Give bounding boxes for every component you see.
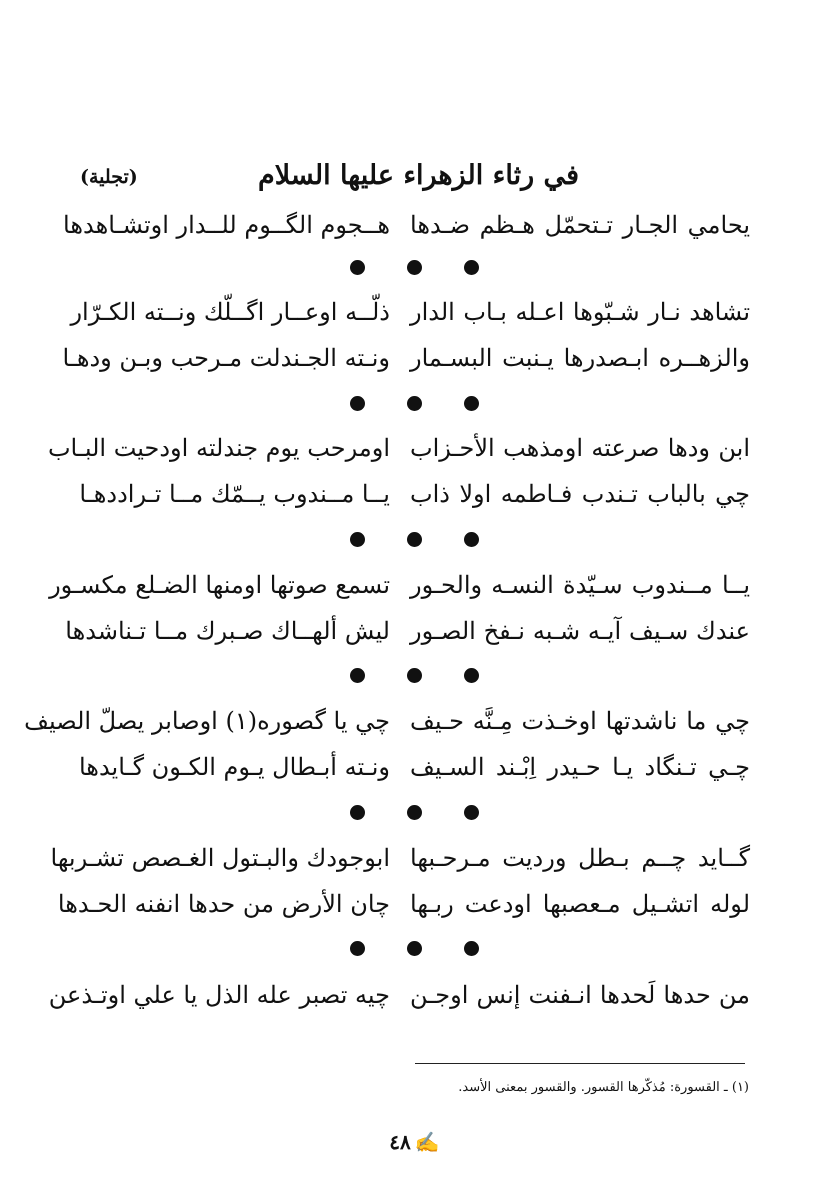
separator-dot — [464, 396, 479, 411]
verse-second-hemistich: اومرحب يوم جندلته اودحيت البـاب — [47, 434, 390, 462]
verse-second-hemistich: ليش ألهــاك صـبرك مــا تـناشدها — [65, 617, 390, 645]
verse-first-hemistich: من حدها لَحدها انـفنت إنس اوجـن — [410, 981, 750, 1009]
verse-line — [63, 205, 750, 245]
verse-first-hemistich: چـي تـنگاد يـا حـيدر اِبْـند السـيف — [410, 753, 750, 781]
stanza-separator — [0, 805, 829, 825]
pen-icon: ✍ — [414, 1130, 440, 1154]
verse-second-hemistich: يــا مــندوب يــمّك مــا تـرادد‌هـا — [79, 480, 390, 508]
verse-second-hemistich: ابوجودك والبـتول الغـصص تشـربها — [50, 844, 390, 872]
verse-second-hemistich: ذلّــه اوعــار اگــلّك ونــته الكـرّار — [70, 298, 390, 326]
verse-first-hemistich: چي ما ناشدتها اوخـذت مِـنَّه حـيف — [410, 707, 750, 735]
separator-dot — [350, 260, 365, 275]
separator-dot — [407, 532, 422, 547]
poem-header — [80, 160, 757, 200]
separator-dot — [464, 260, 479, 275]
separator-dot — [464, 805, 479, 820]
verse-line — [49, 565, 750, 605]
stanza-separator — [0, 941, 829, 961]
verse-first-hemistich: يحامي الجـار تـتحمّل هـظم ضـدها — [410, 211, 750, 239]
verse-second-hemistich: ونـته أبـطال يـوم الكـون گـايدها — [78, 753, 390, 781]
verse-line — [80, 474, 750, 514]
separator-dot — [407, 941, 422, 956]
separator-dot — [407, 260, 422, 275]
separator-dot — [407, 396, 422, 411]
poem-tag: (تجلية) — [80, 166, 138, 188]
separator-dot — [350, 941, 365, 956]
verse-line — [62, 338, 750, 378]
verse-line — [57, 884, 750, 924]
verse-second-hemistich: هــجوم الگــوم للــدار اوتشـاهدها — [63, 211, 390, 239]
separator-dot — [350, 805, 365, 820]
verse-line — [47, 428, 750, 468]
footnote-divider — [415, 1063, 745, 1064]
separator-dot — [350, 396, 365, 411]
verse-second-hemistich: تسمع صوتها اومنها الضـلع مكسـور — [49, 571, 390, 599]
page-number: ٤٨ — [389, 1130, 411, 1154]
verse-line — [48, 975, 750, 1015]
separator-dot — [407, 668, 422, 683]
verse-line — [65, 611, 750, 651]
poem-title: في رثاء الزهراء عليها السلام — [258, 160, 579, 191]
verse-first-hemistich: ابن ودها صرعته اومذهب الأحـزاب — [410, 434, 750, 462]
page-number-block — [0, 1130, 829, 1154]
separator-dot — [464, 941, 479, 956]
verse-first-hemistich: عندك سـيف آيـه شـبه نـفخ الصـور — [410, 617, 750, 645]
verse-first-hemistich: چي بالباب تـندب فـاطمه اولا ذاب — [410, 480, 750, 508]
separator-dot — [407, 805, 422, 820]
verse-first-hemistich: لوله اتشـيل مـعصبها اودعت ربـها — [410, 890, 750, 918]
verse-first-hemistich: والزهــره ابـصدرها يـنبت البسـمار — [410, 344, 750, 372]
separator-dot — [464, 532, 479, 547]
verse-first-hemistich: تشاهد نـار شـبّوها اعـله بـاب الدار — [410, 298, 750, 326]
verse-first-hemistich: گــايد چــم بـطل ورديت مـرحـبها — [410, 844, 750, 872]
verse-second-hemistich: چان الأرض من حدها انفنه الحـدها — [57, 890, 390, 918]
verse-line — [50, 838, 750, 878]
verse-line — [80, 747, 750, 787]
separator-dot — [350, 668, 365, 683]
footnote: (١) ـ القسورة: مُذكّرها القسور. والقسور بمعنى الأسد. — [458, 1080, 749, 1095]
stanza-separator — [0, 668, 829, 688]
stanza-separator — [0, 260, 829, 280]
verse-second-hemistich: ونـته الجـندلت مـرحب وبـن ودهـا — [62, 344, 390, 372]
verse-second-hemistich: چي يا گصوره(١) اوصابر يصلّ الصيف — [24, 707, 390, 735]
verse-second-hemistich: چيه تصبر عله الذل يا علي اوتـذعن — [48, 981, 390, 1009]
stanza-separator — [0, 396, 829, 416]
verse-line — [24, 701, 750, 741]
stanza-separator — [0, 532, 829, 552]
separator-dot — [464, 668, 479, 683]
verse-line — [70, 292, 750, 332]
separator-dot — [350, 532, 365, 547]
verse-first-hemistich: يــا مــندوب سـيّدة النسـه والحـور — [410, 571, 750, 599]
